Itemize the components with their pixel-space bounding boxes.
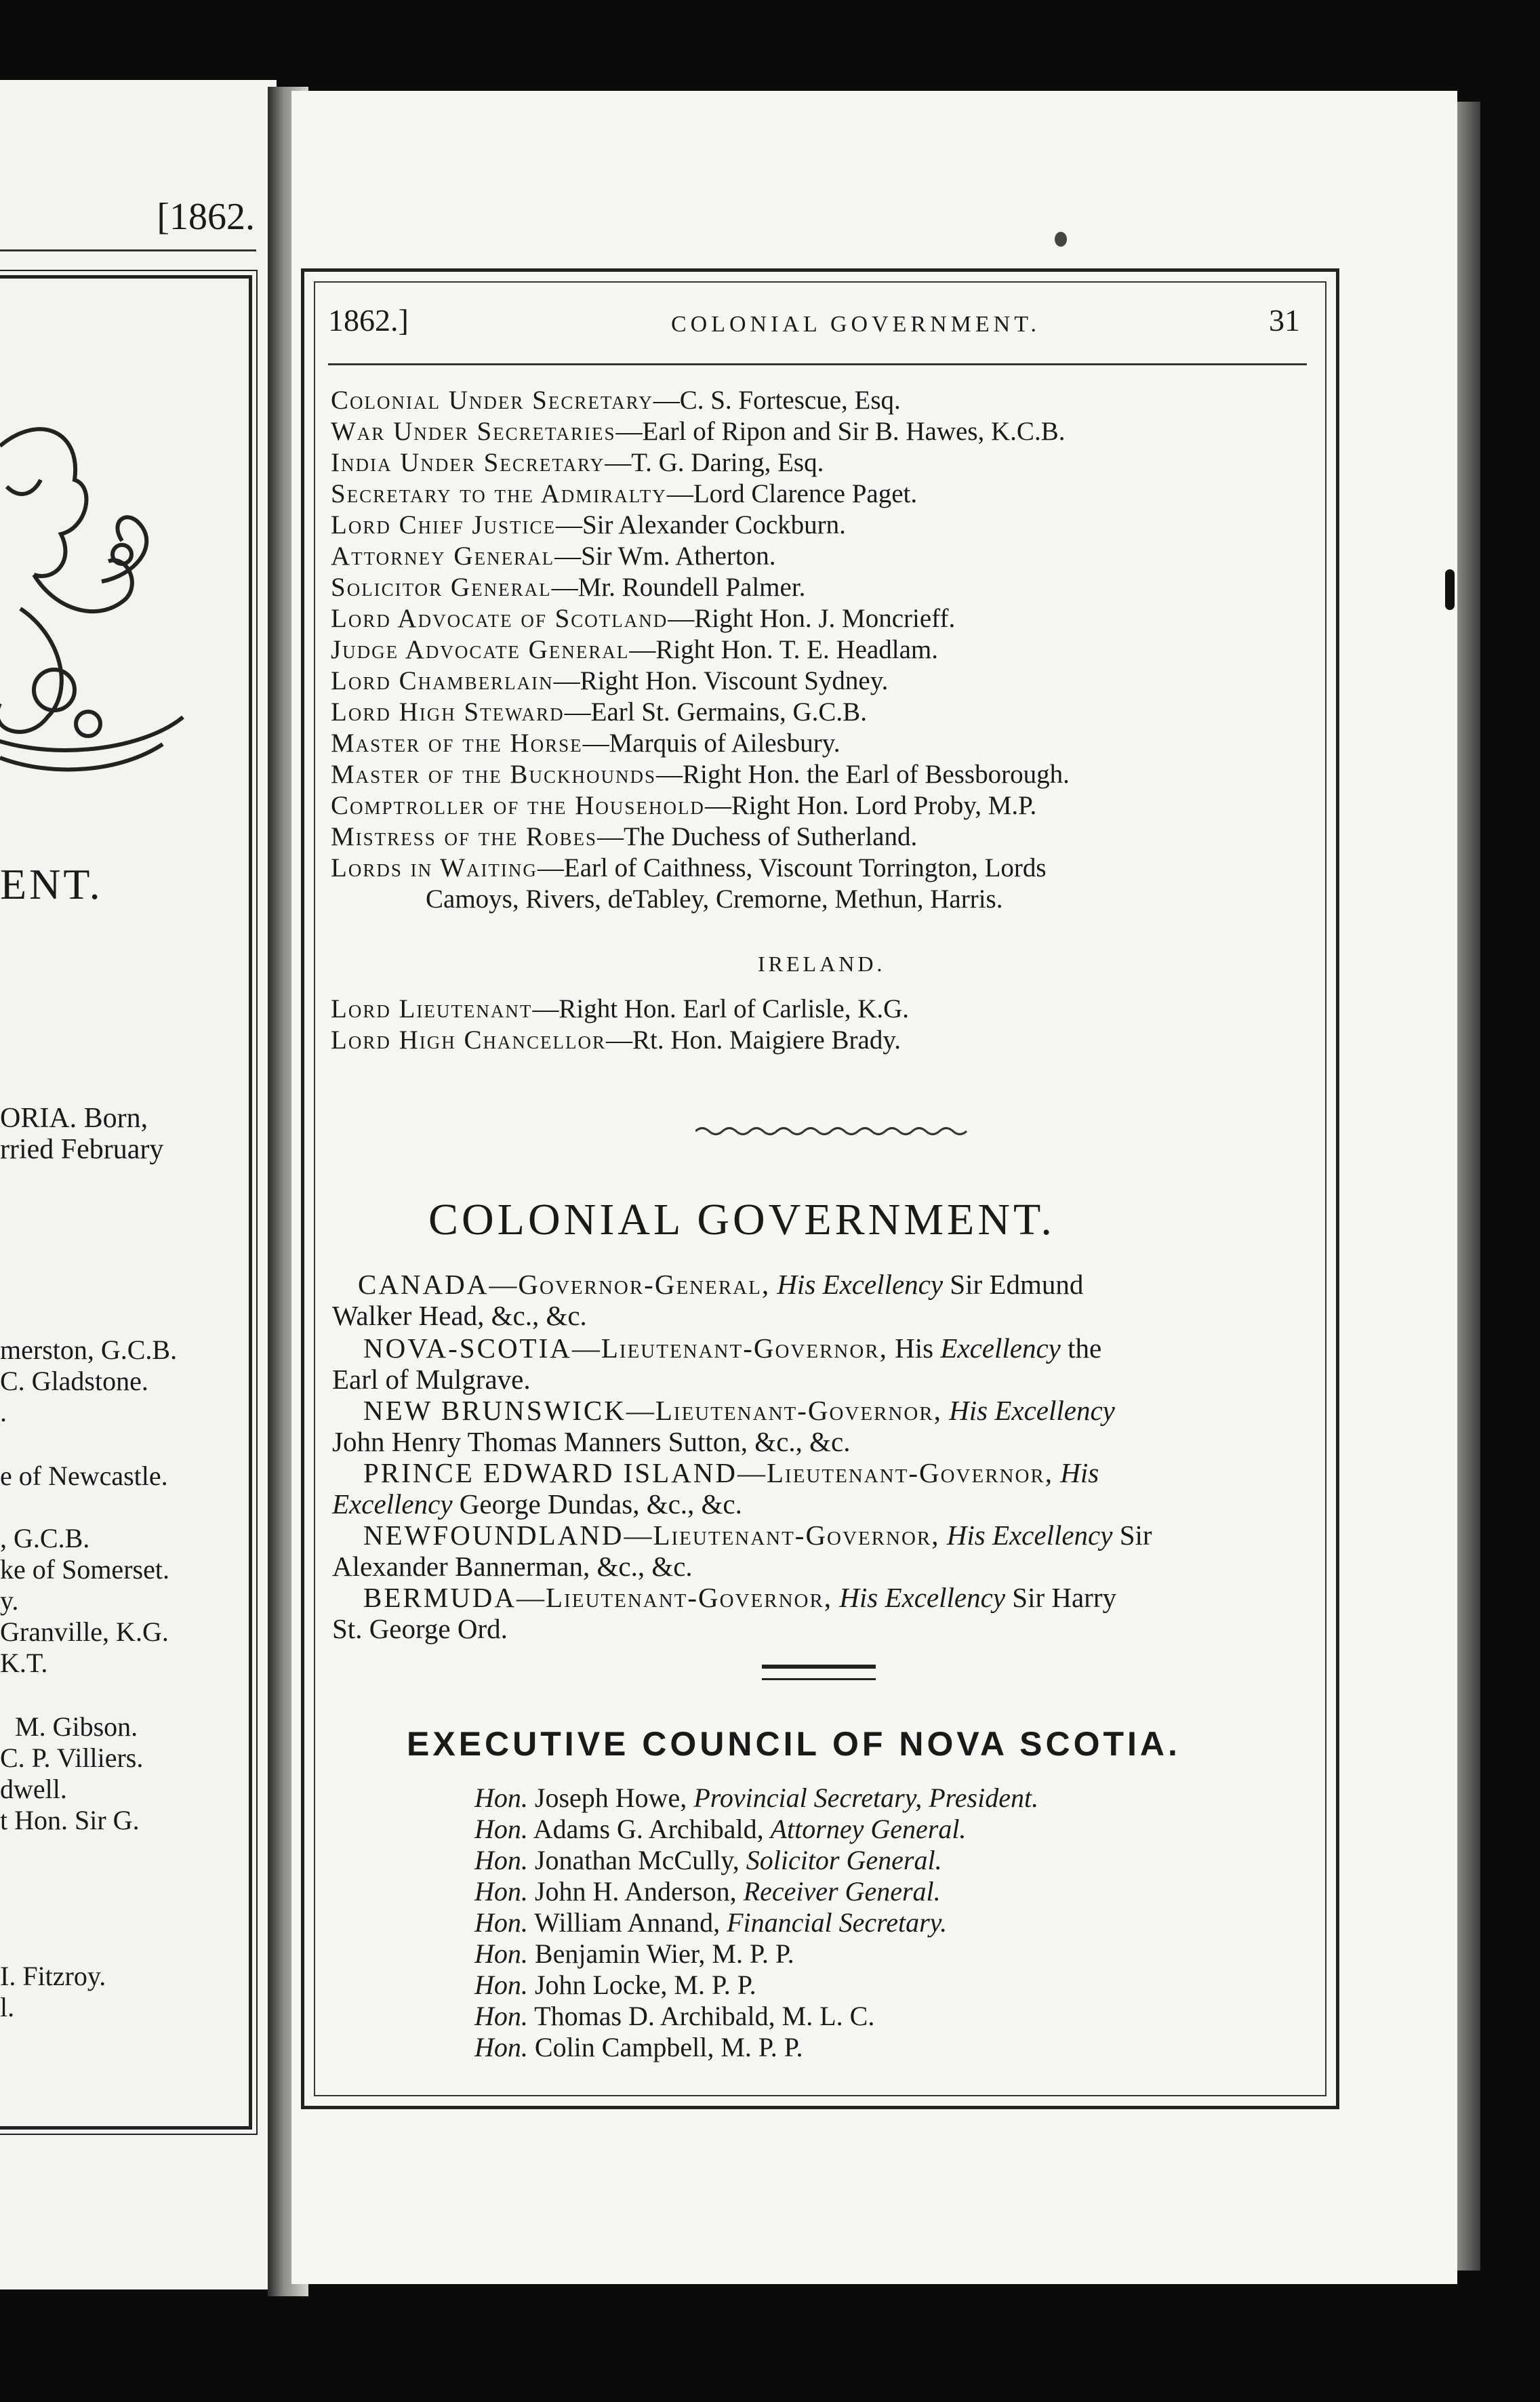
office-line: Attorney General—Sir Wm. Atherton.: [331, 542, 776, 571]
office-line: Secretary to the Admiralty—Lord Clarence Paget.: [331, 479, 918, 508]
left-line: merston, G.C.B.: [0, 1335, 178, 1365]
office-line: Lord High Steward—Earl St. Germains, G.C.B.: [331, 697, 867, 727]
office-line: Colonial Under Secretary—C. S. Fortescue, Esq.: [331, 386, 901, 415]
colonial-government-heading: COLONIAL GOVERNMENT.: [428, 1195, 1055, 1244]
governor-entry-line2: John Henry Thomas Manners Sutton, &c., &c.: [332, 1426, 851, 1457]
ink-spot: [1055, 232, 1067, 247]
left-line: t Hon. Sir G.: [0, 1805, 140, 1835]
office-line: Master of the Buckhounds—Right Hon. the Earl of Bessborough.: [331, 760, 1070, 789]
office-line: War Under Secretaries—Earl of Ripon and Sir B. Hawes, K.C.B.: [331, 417, 1066, 446]
office-line: Lord Chamberlain—Right Hon. Viscount Sydney.: [331, 666, 889, 695]
royal-crest-icon: [0, 405, 203, 785]
governor-entry-line2: St. George Ord.: [332, 1613, 508, 1644]
council-member: Hon. John H. Anderson, Receiver General.: [474, 1876, 941, 1907]
governor-entry-line2: Earl of Mulgrave.: [332, 1364, 531, 1395]
running-head-title: COLONIAL GOVERNMENT.: [671, 312, 1040, 337]
left-page-rule: [0, 249, 256, 251]
office-line: Mistress of the Robes—The Duchess of Sutherland.: [331, 822, 918, 851]
council-member: Hon. Joseph Howe, Provincial Secretary, President.: [474, 1783, 1039, 1813]
governor-entry-line2: Alexander Bannerman, &c., &c.: [332, 1551, 693, 1582]
left-line: I. Fitzroy.: [0, 1961, 106, 1991]
governor-entry-line1: CANADA—Governor-General, His Excellency Sir Edmund: [358, 1269, 1084, 1300]
left-line: M. Gibson.: [15, 1711, 138, 1742]
office-line: Lord Chief Justice—Sir Alexander Cockburn.: [331, 510, 846, 540]
left-page-year: [1862.: [157, 196, 255, 238]
ireland-subheading: IRELAND.: [758, 952, 886, 976]
left-line: K.T.: [0, 1648, 48, 1678]
office-line: Judge Advocate General—Right Hon. T. E. Headlam.: [331, 635, 938, 664]
page-edge: [1457, 102, 1480, 2271]
council-member: Hon. Adams G. Archibald, Attorney General.: [474, 1814, 967, 1844]
left-line: y.: [0, 1585, 19, 1616]
running-head-year: 1862.]: [328, 303, 409, 338]
left-line: dwell.: [0, 1774, 67, 1804]
left-line: l.: [0, 1992, 15, 2022]
office-line: Lord Lieutenant—Right Hon. Earl of Carlisle, K.G.: [331, 994, 910, 1023]
office-line: Solicitor General—Mr. Roundell Palmer.: [331, 573, 806, 602]
council-member: Hon. William Annand, Financial Secretary.: [474, 1907, 948, 1938]
council-member: Hon. John Locke, M. P. P.: [474, 1970, 756, 2000]
office-line-continuation: Camoys, Rivers, deTabley, Cremorne, Methun, Harris.: [426, 884, 1003, 914]
office-line: Master of the Horse—Marquis of Ailesbury.: [331, 729, 840, 758]
governor-entry-line1: NEW BRUNSWICK—Lieutenant-Governor, His Excellency: [363, 1395, 1115, 1426]
governor-entry-line1: NEWFOUNDLAND—Lieutenant-Governor, His Excellency Sir: [363, 1520, 1152, 1551]
executive-council-heading: EXECUTIVE COUNCIL OF NOVA SCOTIA.: [407, 1725, 1181, 1763]
office-line: Comptroller of the Household—Right Hon. Lord Proby, M.P.: [331, 791, 1037, 820]
office-line: Lord High Chancellor—Rt. Hon. Maigiere Brady.: [331, 1025, 901, 1055]
ink-spot: [1445, 569, 1455, 610]
office-line: Lords in Waiting—Earl of Caithness, Viscount Torrington, Lords: [331, 853, 1047, 882]
left-line: , G.C.B.: [0, 1523, 90, 1553]
page-number: 31: [1269, 303, 1300, 338]
council-member: Hon. Jonathan McCully, Solicitor General.: [474, 1845, 942, 1875]
left-line: rried February: [0, 1134, 164, 1165]
governor-entry-line1: PRINCE EDWARD ISLAND—Lieutenant-Governor, His: [363, 1457, 1099, 1488]
left-line: ORIA. Born,: [0, 1103, 148, 1134]
governor-entry-line1: NOVA-SCOTIA—Lieutenant-Governor, His Excellency the: [363, 1332, 1102, 1364]
governor-entry-line2: Walker Head, &c., &c.: [332, 1300, 587, 1331]
left-line: ke of Somerset.: [0, 1554, 169, 1585]
council-member: Hon. Colin Campbell, M. P. P.: [474, 2032, 803, 2062]
left-page-heading: ENT.: [0, 860, 103, 908]
council-member: Hon. Thomas D. Archibald, M. L. C.: [474, 2001, 875, 2031]
governor-entry-line1: BERMUDA—Lieutenant-Governor, His Excellency Sir Harry: [363, 1582, 1116, 1613]
office-line: India Under Secretary—T. G. Daring, Esq.: [331, 448, 824, 477]
wavy-ornament-icon: [695, 1125, 973, 1137]
header-rule: [328, 363, 1307, 365]
left-line: e of Newcastle.: [0, 1461, 168, 1491]
left-line: Granville, K.G.: [0, 1616, 169, 1647]
left-line: .: [0, 1397, 7, 1427]
governor-entry-line2: Excellency George Dundas, &c., &c.: [332, 1488, 742, 1520]
left-line: C. Gladstone.: [0, 1366, 148, 1396]
left-page: [0, 80, 277, 2289]
office-line: Lord Advocate of Scotland—Right Hon. J. Moncrieff.: [331, 604, 956, 633]
double-rule: [762, 1665, 876, 1680]
council-member: Hon. Benjamin Wier, M. P. P.: [474, 1938, 794, 1969]
left-line: C. P. Villiers.: [0, 1743, 144, 1773]
